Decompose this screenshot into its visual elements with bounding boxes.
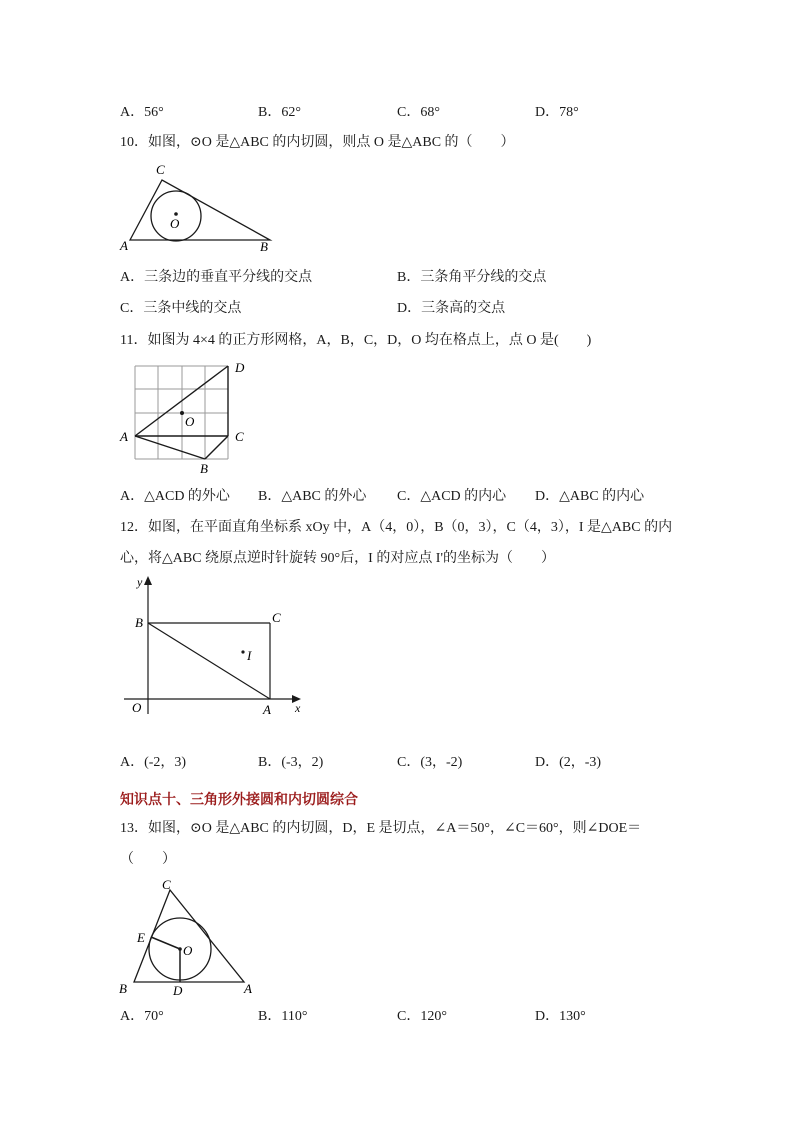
- q11-option-a: A．△ACD 的外心: [120, 489, 230, 504]
- q11-option-d: D．△ABC 的内心: [535, 489, 645, 504]
- q13-stem-line2: （ ）: [120, 852, 176, 867]
- q11-option-c: C．△ACD 的内心: [397, 489, 507, 504]
- q13-stem-line1: 13．如图，⊙O 是△ABC 的内切圆，D，E 是切点，∠A＝50°，∠C＝60°，则∠DOE＝: [120, 821, 642, 836]
- q9-option-c: C．68°: [397, 105, 440, 120]
- q12-option-c: C．(3，-2): [397, 755, 463, 770]
- q13-option-b: B．110°: [258, 1009, 308, 1024]
- q11-label-c: C: [235, 429, 244, 444]
- q11-label-d: D: [235, 360, 245, 375]
- q11-stem: 11．如图为 4×4 的正方形网格，A，B，C，D，O 均在格点上，点 O 是( ): [120, 333, 592, 348]
- q10-option-a: A．三条边的垂直平分线的交点: [120, 270, 313, 285]
- q12-label-a: A: [263, 702, 271, 717]
- q12-label-o: O: [132, 700, 142, 715]
- q13-label-b: B: [119, 981, 127, 996]
- q13-triangle: [134, 890, 244, 982]
- q13-label-o: O: [183, 943, 193, 958]
- q13-label-a: A: [244, 981, 252, 996]
- q12-label-y: y: [137, 575, 143, 589]
- q13-label-c: C: [162, 877, 171, 892]
- q13-option-d: D．130°: [535, 1009, 586, 1024]
- q12-segment-ba: [148, 623, 270, 699]
- q12-stem-line1: 12．如图，在平面直角坐标系 xOy 中，A（4，0），B（0，3），C（4，3），I 是△ABC 的内: [120, 520, 673, 535]
- q10-label-c: C: [156, 162, 165, 177]
- q12-figure: [118, 572, 318, 722]
- q10-option-b: B．三条角平分线的交点: [397, 270, 547, 285]
- q11-option-b: B．△ABC 的外心: [258, 489, 367, 504]
- q10-option-c: C．三条中线的交点: [120, 301, 242, 316]
- q12-label-i: I: [247, 648, 252, 663]
- q12-option-d: D．(2，-3): [535, 755, 602, 770]
- q11-label-o: O: [185, 414, 195, 429]
- q13-figure: [114, 876, 264, 998]
- q11-point-o: [180, 411, 184, 415]
- q12-option-a: A．(-2，3): [120, 755, 187, 770]
- q9-option-a: A．56°: [120, 105, 164, 120]
- q13-label-d: D: [173, 983, 183, 998]
- q10-label-a: A: [120, 238, 128, 253]
- q13-label-e: E: [137, 930, 145, 945]
- q12-point-i: [241, 650, 244, 653]
- q12-label-b: B: [135, 615, 143, 630]
- q12-stem-line2: 心，将△ABC 绕原点逆时针旋转 90°后，I 的对应点 I'的坐标为（ ）: [120, 551, 555, 566]
- q10-figure: [114, 158, 279, 258]
- section-title: 知识点十、三角形外接圆和内切圆综合: [120, 793, 358, 808]
- q11-segment-ab: [135, 436, 205, 459]
- q13-center-point: [178, 947, 182, 951]
- q10-option-d: D．三条高的交点: [397, 301, 506, 316]
- q11-label-b: B: [200, 461, 208, 476]
- q9-option-b: B．62°: [258, 105, 301, 120]
- q12-y-arrow: [144, 576, 152, 585]
- q10-label-b: B: [260, 239, 268, 254]
- q11-segment-bc: [205, 436, 228, 459]
- q9-option-d: D．78°: [535, 105, 579, 120]
- q10-label-o: O: [170, 216, 180, 231]
- q12-label-c: C: [272, 610, 281, 625]
- q11-label-a: A: [120, 429, 128, 444]
- q12-label-x: x: [295, 701, 301, 715]
- q13-option-a: A．70°: [120, 1009, 164, 1024]
- q13-radius-oe: [151, 937, 180, 949]
- q10-stem: 10．如图，⊙O 是△ABC 的内切圆，则点 O 是△ABC 的（ ）: [120, 135, 515, 150]
- q11-figure: [116, 358, 256, 478]
- q12-option-b: B．(-3，2): [258, 755, 324, 770]
- q13-option-c: C．120°: [397, 1009, 447, 1024]
